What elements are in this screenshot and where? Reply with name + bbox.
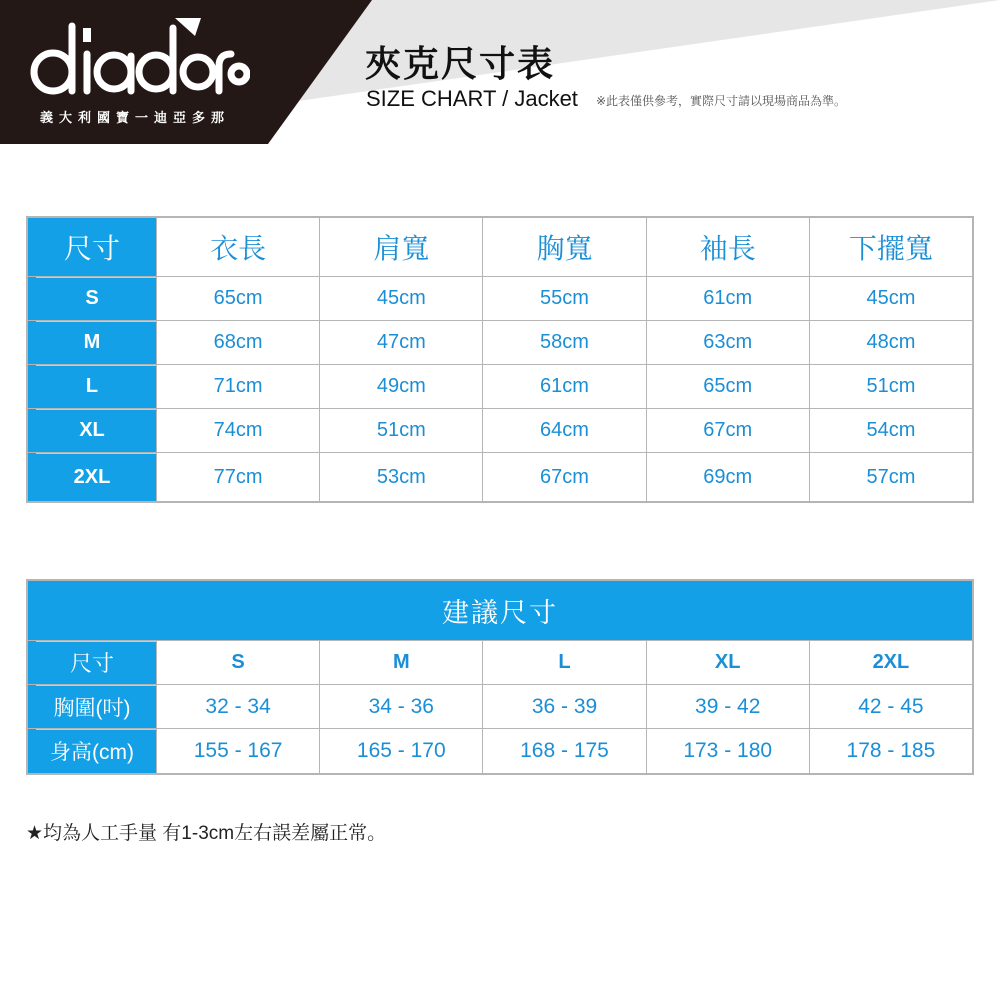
table-cell: 55cm	[482, 277, 645, 320]
page-subtitle: SIZE CHART / Jacket	[366, 86, 578, 111]
table-cell: 54cm	[809, 409, 972, 452]
table-cell: 42 - 45	[809, 685, 972, 728]
table-cell: 155 - 167	[156, 729, 319, 773]
corner-label: 尺寸	[69, 651, 114, 676]
table-row	[28, 729, 972, 773]
table-cell: 47cm	[319, 321, 482, 364]
measure-label-text: 身高(cm)	[50, 741, 134, 764]
table-row	[28, 365, 972, 409]
size-label	[28, 321, 156, 364]
column-header: 肩寬	[319, 218, 482, 276]
table-cell: 69cm	[646, 453, 809, 501]
size-label-text: M	[83, 331, 101, 353]
measure-label	[28, 729, 156, 773]
table-cell: 65cm	[646, 365, 809, 408]
diadora-logo	[25, 10, 250, 100]
column-header: 下擺寬	[809, 218, 972, 276]
size-chart-header-row	[28, 218, 972, 277]
size-label	[28, 277, 156, 320]
table-cell: 51cm	[319, 409, 482, 452]
table-cell: 36 - 39	[482, 685, 645, 728]
table-cell: 178 - 185	[809, 729, 972, 773]
table-cell: 48cm	[809, 321, 972, 364]
table-cell: 67cm	[646, 409, 809, 452]
table-cell: 34 - 36	[319, 685, 482, 728]
column-header: 袖長	[646, 218, 809, 276]
disclaimer-note: ※此表僅供參考，實際尺寸請以現場商品為準。	[596, 94, 847, 108]
table-cell: 173 - 180	[646, 729, 809, 773]
recommended-size-header-row	[28, 641, 972, 685]
recommended-size-title: 建議尺寸	[28, 581, 972, 641]
table-cell: 71cm	[156, 365, 319, 408]
table-cell: 49cm	[319, 365, 482, 408]
size-label	[28, 365, 156, 408]
measure-label-text: 胸圍(吋)	[53, 696, 131, 720]
column-header: 衣長	[156, 218, 319, 276]
table-cell: 165 - 170	[319, 729, 482, 773]
size-label-text: L	[85, 375, 99, 397]
table-cell: 77cm	[156, 453, 319, 501]
table-cell: 67cm	[482, 453, 645, 501]
table-cell: 65cm	[156, 277, 319, 320]
size-label	[28, 409, 156, 452]
measure-label	[28, 685, 156, 728]
table-row	[28, 321, 972, 365]
table-cell: 53cm	[319, 453, 482, 501]
table-cell: 45cm	[319, 277, 482, 320]
recommended-size-table	[26, 579, 974, 775]
table-cell: 63cm	[646, 321, 809, 364]
table-cell: 64cm	[482, 409, 645, 452]
table-row	[28, 685, 972, 729]
brand-tagline: 義大利國寶一迪亞多那	[40, 110, 231, 125]
measurement-footnote: ★均為人工手量 有1-3cm左右誤差屬正常。	[26, 823, 387, 844]
table-cell: 68cm	[156, 321, 319, 364]
table-cell: 57cm	[809, 453, 972, 501]
table-row	[28, 409, 972, 453]
table-cell: 61cm	[646, 277, 809, 320]
size-column-header: S	[156, 641, 319, 684]
table-cell: 61cm	[482, 365, 645, 408]
size-column-header: 2XL	[809, 641, 972, 684]
table-cell: 51cm	[809, 365, 972, 408]
table-row	[28, 453, 972, 501]
table-cell: 45cm	[809, 277, 972, 320]
page-title: 夾克尺寸表	[365, 43, 556, 84]
size-chart-corner: 尺寸	[28, 218, 156, 276]
table-cell: 58cm	[482, 321, 645, 364]
size-column-header: XL	[646, 641, 809, 684]
size-chart-table	[26, 216, 974, 503]
size-label	[28, 453, 156, 501]
size-column-header: M	[319, 641, 482, 684]
table-cell: 32 - 34	[156, 685, 319, 728]
size-label-text: S	[85, 287, 99, 309]
size-label-text: 2XL	[73, 465, 111, 488]
table-cell: 74cm	[156, 409, 319, 452]
table-cell: 39 - 42	[646, 685, 809, 728]
size-column-header: L	[482, 641, 645, 684]
column-header: 胸寬	[482, 218, 645, 276]
size-label-text: XL	[79, 419, 105, 441]
table-row	[28, 277, 972, 321]
recommended-size-corner	[28, 641, 156, 684]
table-cell: 168 - 175	[482, 729, 645, 773]
